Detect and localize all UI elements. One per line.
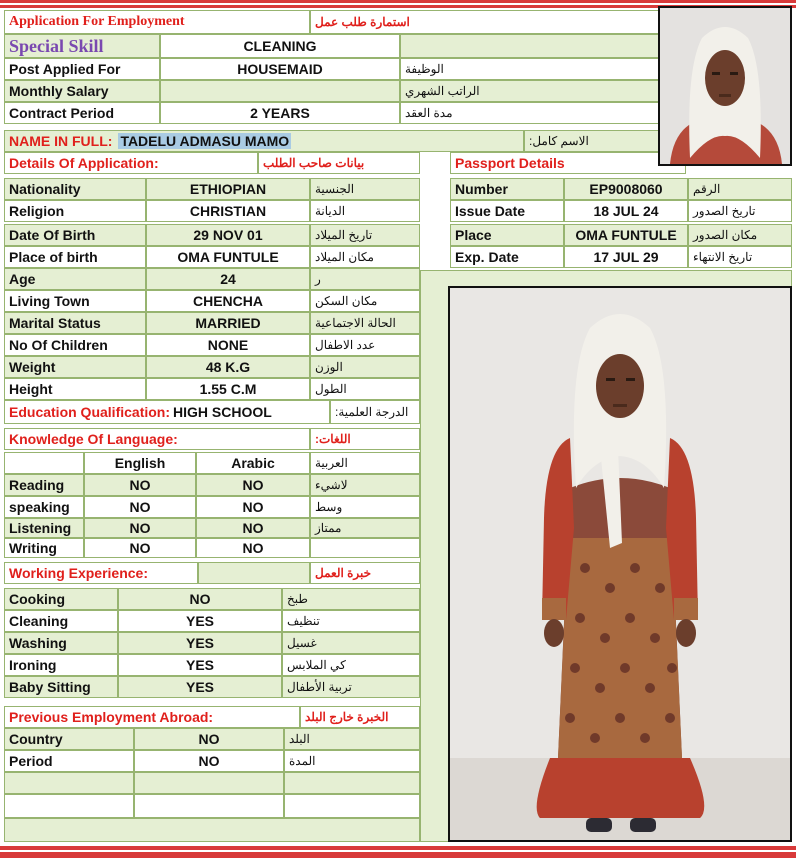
empty-cell	[134, 772, 284, 794]
post-applied-ar: الوظيفة	[400, 58, 660, 80]
personal-label: Religion	[4, 200, 146, 222]
experience-blank	[198, 562, 310, 584]
details-ar: بيانات صاحب الطلب	[258, 152, 420, 174]
experience-ar-cell: كي الملابس	[282, 654, 420, 676]
language-english-level: NO	[84, 496, 196, 518]
contract-period-label: Contract Period	[4, 102, 160, 124]
personal-value: CHRISTIAN	[146, 200, 310, 222]
full-name-value: TADELU ADMASU MAMO	[120, 133, 290, 149]
language-skill-label: Reading	[4, 474, 84, 496]
passport-ar: الرقم	[688, 178, 792, 200]
empty-cell	[134, 794, 284, 818]
personal-ar: تاريخ الميلاد	[310, 224, 420, 246]
bottom-border	[0, 846, 796, 858]
personal-ar: الطول	[310, 378, 420, 400]
education-value: HIGH SCHOOL	[173, 404, 272, 420]
form-title-en: Application For Employment	[4, 10, 310, 34]
personal-label: Height	[4, 378, 146, 400]
passport-value: 17 JUL 29	[564, 246, 688, 268]
language-level-ar: لاشيء	[310, 474, 420, 496]
experience-label-cell: Cooking	[4, 588, 118, 610]
personal-ar: الديانة	[310, 200, 420, 222]
abroad-label-cell: Country	[4, 728, 134, 750]
passport-photo-image	[660, 8, 790, 164]
passport-label: Number	[450, 178, 564, 200]
abroad-value: NO	[134, 750, 284, 772]
language-col-english: English	[84, 452, 196, 474]
personal-value: 24	[146, 268, 310, 290]
personal-label: Age	[4, 268, 146, 290]
education-label: Education Qualification:	[9, 404, 171, 420]
contract-period-value: 2 YEARS	[160, 102, 400, 124]
passport-photo	[658, 6, 792, 166]
language-arabic-level: NO	[196, 474, 310, 496]
experience-value: YES	[118, 676, 282, 698]
abroad-label: Previous Employment Abroad:	[4, 706, 300, 728]
language-col-ar: العربية	[310, 452, 420, 474]
language-skill-label: Listening	[4, 518, 84, 538]
personal-ar: ر	[310, 268, 420, 290]
special-skill-value: CLEANING	[160, 34, 400, 58]
language-col-arabic: Arabic	[196, 452, 310, 474]
personal-value: MARRIED	[146, 312, 310, 334]
monthly-salary-label: Monthly Salary	[4, 80, 160, 102]
personal-ar: مكان السكن	[310, 290, 420, 312]
abroad-ar-cell: البلد	[284, 728, 420, 750]
personal-ar: عدد الاطفال	[310, 334, 420, 356]
details-label: Details Of Application:	[4, 152, 258, 174]
personal-value: NONE	[146, 334, 310, 356]
special-skill-blank	[400, 34, 660, 58]
experience-label: Working Experience:	[4, 562, 198, 584]
passport-label: Exp. Date	[450, 246, 564, 268]
contract-period-ar: مدة العقد	[400, 102, 660, 124]
personal-label: Nationality	[4, 178, 146, 200]
personal-label: Marital Status	[4, 312, 146, 334]
experience-value: NO	[118, 588, 282, 610]
language-ar: اللغات:	[310, 428, 420, 450]
personal-label: Living Town	[4, 290, 146, 312]
full-name-label: NAME IN FULL:	[9, 133, 113, 149]
empty-cell	[4, 772, 134, 794]
form-title-ar: استمارة طلب عمل	[310, 10, 660, 34]
experience-ar: خبرة العمل	[310, 562, 420, 584]
personal-label: Date Of Birth	[4, 224, 146, 246]
full-body-photo	[448, 286, 792, 842]
experience-ar-cell: تربية الأطفال	[282, 676, 420, 698]
personal-value: OMA FUNTULE	[146, 246, 310, 268]
empty-cell	[284, 794, 420, 818]
abroad-ar-cell: المدة	[284, 750, 420, 772]
personal-label: Place of birth	[4, 246, 146, 268]
full-name-row	[4, 130, 524, 152]
experience-label-cell: Washing	[4, 632, 118, 654]
personal-value: 29 NOV 01	[146, 224, 310, 246]
experience-label-cell: Ironing	[4, 654, 118, 676]
language-level-ar: وسط	[310, 496, 420, 518]
post-applied-value: HOUSEMAID	[160, 58, 400, 80]
experience-ar-cell: طبخ	[282, 588, 420, 610]
abroad-label-cell: Period	[4, 750, 134, 772]
language-label: Knowledge Of Language:	[4, 428, 310, 450]
experience-label-cell: Cleaning	[4, 610, 118, 632]
personal-ar: الوزن	[310, 356, 420, 378]
experience-value: YES	[118, 632, 282, 654]
language-english-level: NO	[84, 518, 196, 538]
language-level-ar: ممتاز	[310, 518, 420, 538]
education-ar: الدرجة العلمية:	[330, 400, 420, 424]
abroad-ar: الخبرة خارج البلد	[300, 706, 420, 728]
empty-row	[4, 818, 420, 842]
personal-ar: الحالة الاجتماعية	[310, 312, 420, 334]
monthly-salary-value	[160, 80, 400, 102]
personal-value: ETHIOPIAN	[146, 178, 310, 200]
experience-value: YES	[118, 654, 282, 676]
language-skill-label: Writing	[4, 538, 84, 558]
education-row	[4, 400, 330, 424]
passport-details-label: Passport Details	[450, 152, 686, 174]
language-arabic-level: NO	[196, 538, 310, 558]
personal-value: CHENCHA	[146, 290, 310, 312]
language-arabic-level: NO	[196, 518, 310, 538]
personal-label: Weight	[4, 356, 146, 378]
language-english-level: NO	[84, 474, 196, 496]
personal-ar: مكان الميلاد	[310, 246, 420, 268]
language-skill-label: speaking	[4, 496, 84, 518]
experience-ar-cell: غسيل	[282, 632, 420, 654]
personal-ar: الجنسية	[310, 178, 420, 200]
experience-ar-cell: تنظيف	[282, 610, 420, 632]
passport-label: Place	[450, 224, 564, 246]
passport-ar: تاريخ الصدور	[688, 200, 792, 222]
abroad-value: NO	[134, 728, 284, 750]
language-header-blank	[4, 452, 84, 474]
passport-value: OMA FUNTULE	[564, 224, 688, 246]
passport-value: EP9008060	[564, 178, 688, 200]
experience-label-cell: Baby Sitting	[4, 676, 118, 698]
full-body-photo-image	[450, 288, 790, 840]
personal-value: 48 K.G	[146, 356, 310, 378]
monthly-salary-ar: الراتب الشهري	[400, 80, 660, 102]
post-applied-label: Post Applied For	[4, 58, 160, 80]
passport-ar: مكان الصدور	[688, 224, 792, 246]
empty-cell	[284, 772, 420, 794]
language-level-ar	[310, 538, 420, 558]
language-english-level: NO	[84, 538, 196, 558]
full-name-ar: الاسم كامل:	[524, 130, 660, 152]
special-skill-label: Special Skill	[4, 34, 160, 58]
passport-ar: تاريخ الانتهاء	[688, 246, 792, 268]
empty-cell	[4, 794, 134, 818]
personal-value: 1.55 C.M	[146, 378, 310, 400]
passport-label: Issue Date	[450, 200, 564, 222]
language-arabic-level: NO	[196, 496, 310, 518]
passport-value: 18 JUL 24	[564, 200, 688, 222]
personal-label: No Of Children	[4, 334, 146, 356]
experience-value: YES	[118, 610, 282, 632]
